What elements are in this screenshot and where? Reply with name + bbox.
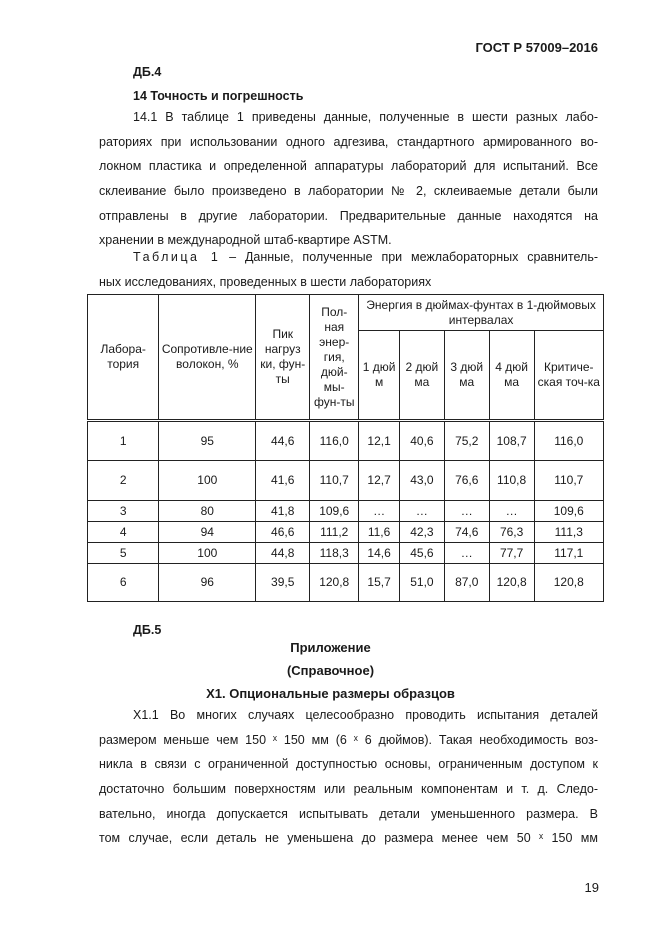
header-energy-full: Пол-ная энер-гия, дюй-мы-фун-ты <box>310 295 359 421</box>
header-interval-4: 4 дюй ма <box>489 331 534 421</box>
table-cell: 41,8 <box>256 501 310 522</box>
paragraph-line: отправлены в другие лаборатории. Предварительные данные находятся на <box>99 208 598 223</box>
table-caption <box>99 245 598 294</box>
table-cell: 39,5 <box>256 564 310 602</box>
table-cell: 116,0 <box>310 421 359 461</box>
table-cell: 80 <box>159 501 256 522</box>
table-cell: 96 <box>159 564 256 602</box>
table-row <box>88 522 604 543</box>
data-table <box>87 294 604 602</box>
table-cell: 12,1 <box>359 421 400 461</box>
table-cell: 108,7 <box>489 421 534 461</box>
table-cell: 4 <box>88 522 159 543</box>
table-cell: … <box>489 501 534 522</box>
table-cell: 100 <box>159 461 256 501</box>
table-cell: 46,6 <box>256 522 310 543</box>
table-cell: 116,0 <box>534 421 603 461</box>
table-cell: 11,6 <box>359 522 400 543</box>
paragraph-line: X1.1 Во многих случаях целесообразно проводить испытания деталей <box>133 708 598 722</box>
header-lab: Лабора-тория <box>88 295 159 421</box>
paragraph-line: хранении в международной штаб-квартире ASTM. <box>99 233 392 248</box>
section-14-title: 14 Точность и погрешность <box>133 89 304 103</box>
table-cell: 110,7 <box>310 461 359 501</box>
table-cell: 110,8 <box>489 461 534 501</box>
table-cell: 14,6 <box>359 543 400 564</box>
appendix-subtitle: (Справочное) <box>286 663 375 678</box>
paragraph-line: никла в связи с ограниченной доступностью основы, ограниченным доступом к <box>99 757 598 772</box>
paragraph-14-1 <box>99 105 598 253</box>
table-cell: 118,3 <box>310 543 359 564</box>
header-energy-group: Энергия в дюймах-фунтах в 1-дюймовых интервалах <box>359 295 604 331</box>
header-interval-1: 1 дюй м <box>359 331 400 421</box>
appendix-title: Приложение <box>290 640 371 655</box>
section-db4-label: ДБ.4 <box>133 65 162 79</box>
table-cell: 87,0 <box>444 564 489 602</box>
table-cell: 41,6 <box>256 461 310 501</box>
table-caption-label: Таблица 1 <box>133 250 221 264</box>
table-row <box>88 501 604 522</box>
table-cell: 117,1 <box>534 543 603 564</box>
section-db5-label: ДБ.5 <box>133 623 162 637</box>
table-cell: 110,7 <box>534 461 603 501</box>
table-cell: 51,0 <box>399 564 444 602</box>
table-row <box>88 461 604 501</box>
document-header: ГОСТ Р 57009–2016 <box>475 40 598 55</box>
table-cell: 43,0 <box>399 461 444 501</box>
table-cell: 94 <box>159 522 256 543</box>
table-cell: 111,2 <box>310 522 359 543</box>
table-cell: … <box>359 501 400 522</box>
table-cell: 120,8 <box>534 564 603 602</box>
paragraph-line: достаточно большим поверхностям или реальным компонентам и т. д. Следо- <box>99 782 598 797</box>
header-critical: Критиче-ская точ-ка <box>534 331 603 421</box>
table-cell: 100 <box>159 543 256 564</box>
page-number: 19 <box>584 880 599 895</box>
header-fiber: Сопротивле-ние волокон, % <box>159 295 256 421</box>
table-cell: 6 <box>88 564 159 602</box>
paragraph-line: 14.1 В таблице 1 приведены данные, полученные в шести разных лабо- <box>133 110 598 124</box>
table-row <box>88 543 604 564</box>
paragraph-line: том случае, если деталь не уменьшена до размера менее чем 50 ˣ 150 мм <box>99 831 598 846</box>
table-cell: 44,6 <box>256 421 310 461</box>
paragraph-line: раториях при использовании одного адгезива, стандартного армированного во- <box>99 134 598 149</box>
table-cell: 15,7 <box>359 564 400 602</box>
table-cell: 5 <box>88 543 159 564</box>
table-cell: 75,2 <box>444 421 489 461</box>
header-peak: Пик нагруз ки, фун-ты <box>256 295 310 421</box>
paragraph-line: размером меньше чем 150 ˣ 150 мм (6 ˣ 6 дюймов). Такая необходимость воз- <box>99 732 598 747</box>
table-cell: 109,6 <box>534 501 603 522</box>
table-cell: 1 <box>88 421 159 461</box>
table-cell: 109,6 <box>310 501 359 522</box>
table-cell: 95 <box>159 421 256 461</box>
table-cell: 120,8 <box>310 564 359 602</box>
table-cell: 3 <box>88 501 159 522</box>
table-cell: 76,6 <box>444 461 489 501</box>
table-cell: 44,8 <box>256 543 310 564</box>
table-cell: … <box>444 501 489 522</box>
table-cell: 42,3 <box>399 522 444 543</box>
header-interval-3: 3 дюй ма <box>444 331 489 421</box>
table-cell: … <box>399 501 444 522</box>
table-caption-line: ных исследованиях, проведенных в шести лабораториях <box>99 274 432 289</box>
table-cell: 76,3 <box>489 522 534 543</box>
table-caption-text: – Данные, полученные при межлабораторных сравнитель- <box>220 250 598 264</box>
table-cell: 111,3 <box>534 522 603 543</box>
table-cell: 74,6 <box>444 522 489 543</box>
table-cell: 120,8 <box>489 564 534 602</box>
header-interval-2: 2 дюй ма <box>399 331 444 421</box>
table-caption-line <box>99 245 598 270</box>
table-cell: … <box>444 543 489 564</box>
table-cell: 77,7 <box>489 543 534 564</box>
table-row <box>88 564 604 602</box>
x1-title: X1. Опциональные размеры образцов <box>206 686 455 701</box>
table-cell: 40,6 <box>399 421 444 461</box>
table-cell: 12,7 <box>359 461 400 501</box>
paragraph-line: локном пластика и определенной аппаратуры лабораторий для испытаний. Все <box>99 159 598 174</box>
paragraph-line: вательно, иногда допускается испытывать детали уменьшенного размера. В <box>99 806 598 821</box>
paragraph-line: склеивание было произведено в лаборатории № 2, склеиваемые детали были <box>99 184 598 199</box>
paragraph-x1-1 <box>99 703 598 851</box>
table-cell: 45,6 <box>399 543 444 564</box>
table-row <box>88 421 604 461</box>
table-cell: 2 <box>88 461 159 501</box>
